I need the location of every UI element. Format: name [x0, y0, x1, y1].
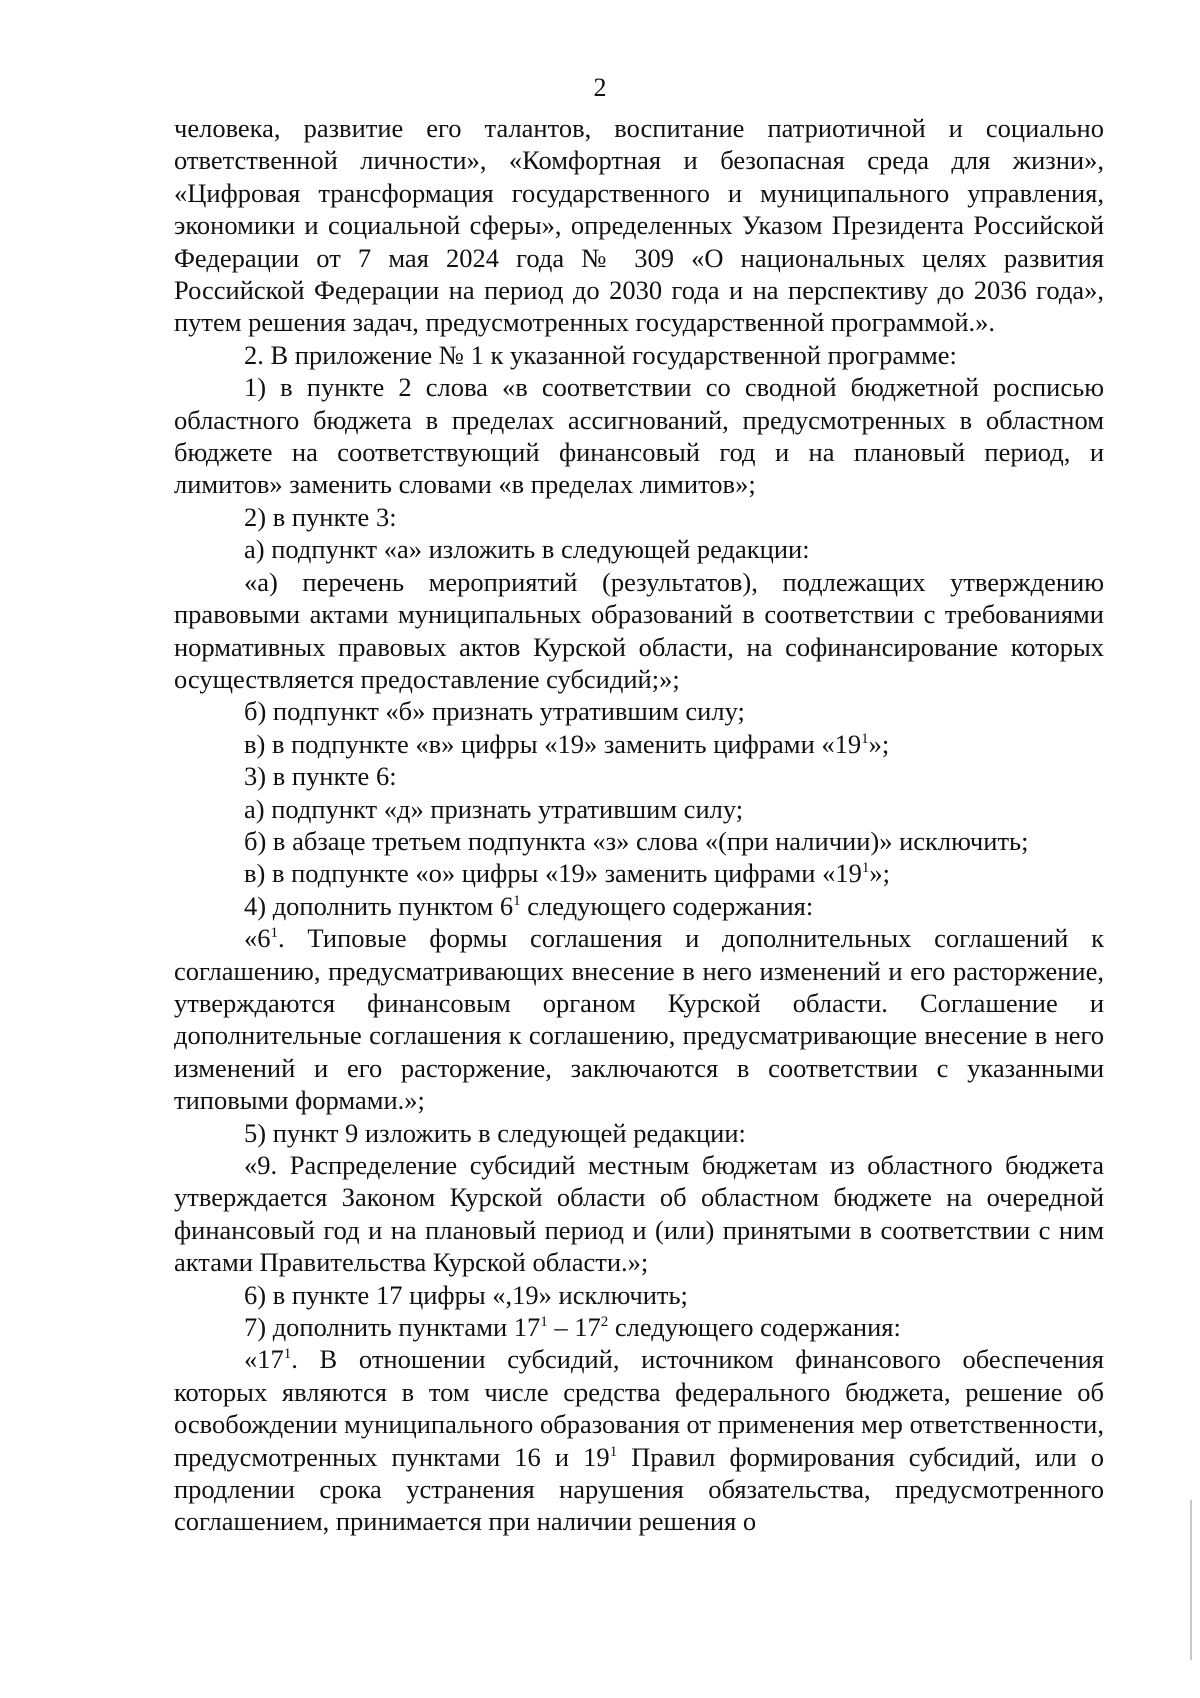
- page-number: 2: [593, 73, 607, 102]
- paragraph-16: 6) в пункте 17 цифры «,19» исключить;: [244, 1279, 688, 1310]
- paragraph-1: 2. В приложение № 1 к указанной государственной программе:: [244, 339, 957, 370]
- scan-edge-mark: [1190, 1500, 1192, 1660]
- superscript: 1: [513, 892, 521, 909]
- paragraph-6: б) подпункт «б» признать утратившим силу;: [244, 696, 745, 727]
- paragraph-11-end: »;: [869, 858, 890, 889]
- superscript: 1: [283, 1346, 292, 1363]
- paragraph-18-text: . В отношении субсидий, источником финансового обеспечения которых являются в том числе средства федерального бюджета, решение об освобождении муниципального образования от применения мер ответственности, предусмотренных пунктами 16 и 19: [174, 1344, 1104, 1472]
- paragraph-0: человека, развитие его талантов, воспитание патриотичной и социально ответственной личности», «Комфортная и безопасная среда для жизни», «Цифровая трансформация государственного и муниципального управления, экономики и социальной сферы», определенных Указом Президента Российской Федерации от 7 мая 2024 года № 309 «О национальных целях развития Российской Федерации на период до 2030 года и на перспективу до 2036 года», путем решения задач, предусмотренных государственной программой.».: [174, 113, 1104, 338]
- superscript: 1: [861, 730, 869, 747]
- superscript: 1: [270, 925, 278, 942]
- paragraph-12-text: 4) дополнить пунктом 6: [244, 890, 514, 921]
- paragraph-13: [174, 922, 1104, 1116]
- document-body: [174, 112, 1104, 1538]
- superscript: 1: [861, 860, 870, 877]
- paragraph-18-end: Правил формирования субсидий, или о продлении срока устранения нарушения обязательства, предусмотренного соглашением, принимается при наличии решения о: [174, 1441, 1104, 1537]
- paragraph-2: 1) в пункте 2 слова «в соответствии со сводной бюджетной росписью областного бюджета в пределах ассигнований, предусмотренных в областном бюджете на соответствующий финансовый год и на плановый период, и лимитов» заменить словами «в пределах лимитов»;: [174, 372, 1104, 500]
- paragraph-11: [174, 857, 1104, 889]
- paragraph-12: [174, 890, 1104, 922]
- paragraph-12-end: следующего содержания:: [520, 890, 814, 921]
- superscript: 1: [540, 1314, 548, 1331]
- paragraph-10: б) в абзаце третьем подпункта «з» слова «(при наличии)» исключить;: [244, 825, 1029, 856]
- paragraph-5: «а) перечень мероприятий (результатов), подлежащих утверждению правовыми актами муниципальных образований в соответствии с требованиями нормативных правовых актов Курской области, на софинансирование которых осуществляется предоставление субсидий;»;: [174, 566, 1104, 694]
- superscript: 1: [609, 1443, 618, 1460]
- paragraph-17-dash: – 17: [547, 1312, 601, 1343]
- paragraph-11-text: в) в подпункте «о» цифры «19» заменить цифрами «19: [244, 858, 862, 889]
- paragraph-7-text: в) в подпункте «в» цифры «19» заменить цифрами «19: [244, 728, 862, 759]
- paragraph-17-text: 7) дополнить пунктами 17: [244, 1312, 541, 1343]
- paragraph-13-text: . Типовые формы соглашения и дополнительных соглашений к соглашению, предусматривающих внесение в него изменений и его расторжение, утверждаются финансовым органом Курской области. Соглашение и дополнительные соглашения к соглашению, предусматривающие внесение в него изменений и его расторжение, заключаются в соответствии с указанными типовыми формами.»;: [174, 923, 1104, 1116]
- paragraph-17-end: следующего содержания:: [608, 1312, 901, 1343]
- paragraph-14: 5) пункт 9 изложить в следующей редакции:: [244, 1117, 746, 1148]
- paragraph-8: 3) в пункте 6:: [244, 761, 397, 792]
- paragraph-17: [174, 1311, 1104, 1343]
- paragraph-13-start: «6: [244, 923, 271, 954]
- paragraph-15: «9. Распределение субсидий местным бюджетам из областного бюджета утверждается Законом Курской области об областном бюджете на очередной финансовый год и на плановый период и (или) принятыми в соответствии с ним актами Правительства Курской области.»;: [174, 1150, 1104, 1278]
- paragraph-9: а) подпункт «д» признать утратившим силу;: [244, 793, 744, 824]
- paragraph-18: [174, 1343, 1104, 1537]
- paragraph-7: [174, 728, 1104, 760]
- superscript: 2: [600, 1314, 609, 1331]
- paragraph-18-start: «17: [244, 1344, 284, 1375]
- paragraph-3: 2) в пункте 3:: [244, 501, 397, 532]
- paragraph-7-end: »;: [868, 728, 890, 759]
- paragraph-4: а) подпункт «а» изложить в следующей редакции:: [244, 534, 810, 565]
